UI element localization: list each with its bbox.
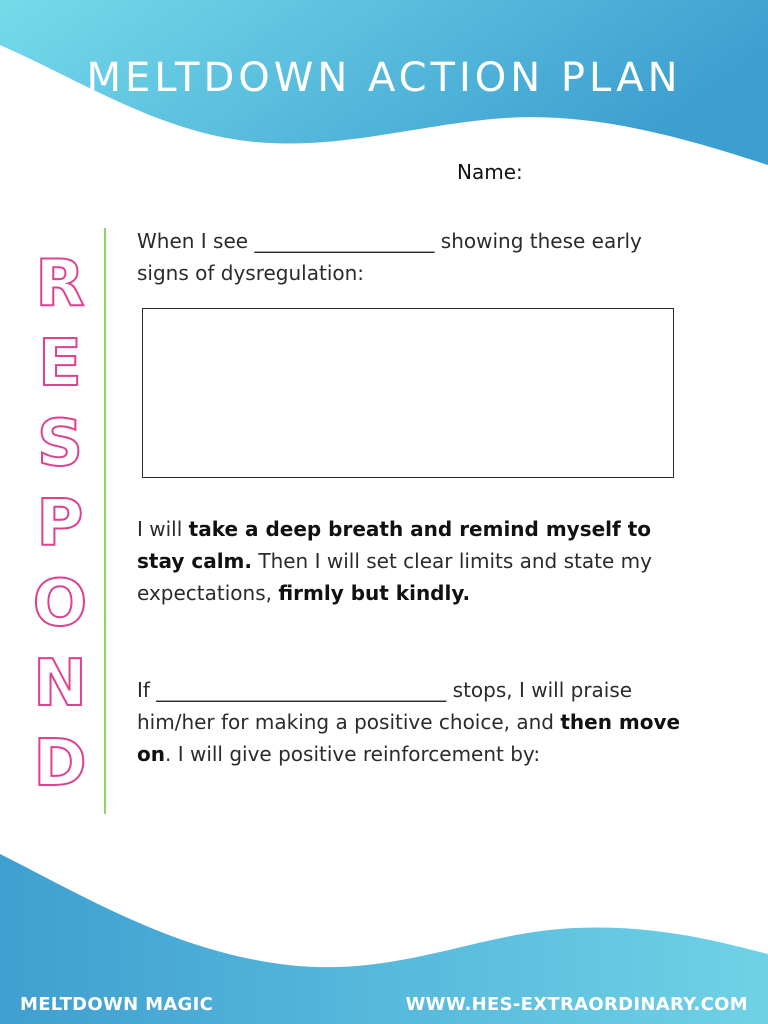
respond-letter: N [33,647,87,721]
name-label: Name: [457,160,523,184]
bold-fragment: then move on [137,710,681,766]
vertical-divider [104,228,106,814]
text-fragment: Then I will set clear limits and state my expectations, [137,549,652,605]
bold-fragment: firmly but kindly. [278,581,471,605]
early-signs-paragraph [137,225,697,289]
text-fragment: If [137,678,157,702]
text-fragment: stops, I will praise him/her for making a positive choice, and [137,678,633,734]
respond-letter: E [38,327,82,401]
child-name-blank[interactable]: __________________ [254,229,435,253]
respond-letter: S [36,407,84,481]
respond-letter: O [32,567,88,641]
text-fragment: I will [137,517,189,541]
footer-brand: MELTDOWN MAGIC [20,994,214,1015]
behavior-blank[interactable]: _____________________________ [156,678,447,702]
respond-letter: P [36,487,84,561]
text-fragment: When I see [137,229,255,253]
footer-website: WWW.HES-EXTRAORDINARY.COM [405,994,748,1015]
respond-paragraph [137,513,697,609]
respond-letter: R [35,247,85,321]
bold-fragment: take a deep breath and remind myself to stay calm. [137,517,651,573]
page-title: MELTDOWN ACTION PLAN [86,54,682,101]
text-fragment: showing these early signs of dysregulation: [137,229,642,285]
reinforcement-paragraph [137,674,697,770]
respond-vertical-word [30,244,90,804]
respond-letter: D [33,727,87,801]
early-signs-answer-box[interactable] [142,308,674,478]
text-fragment: . I will give positive reinforcement by: [164,742,541,766]
